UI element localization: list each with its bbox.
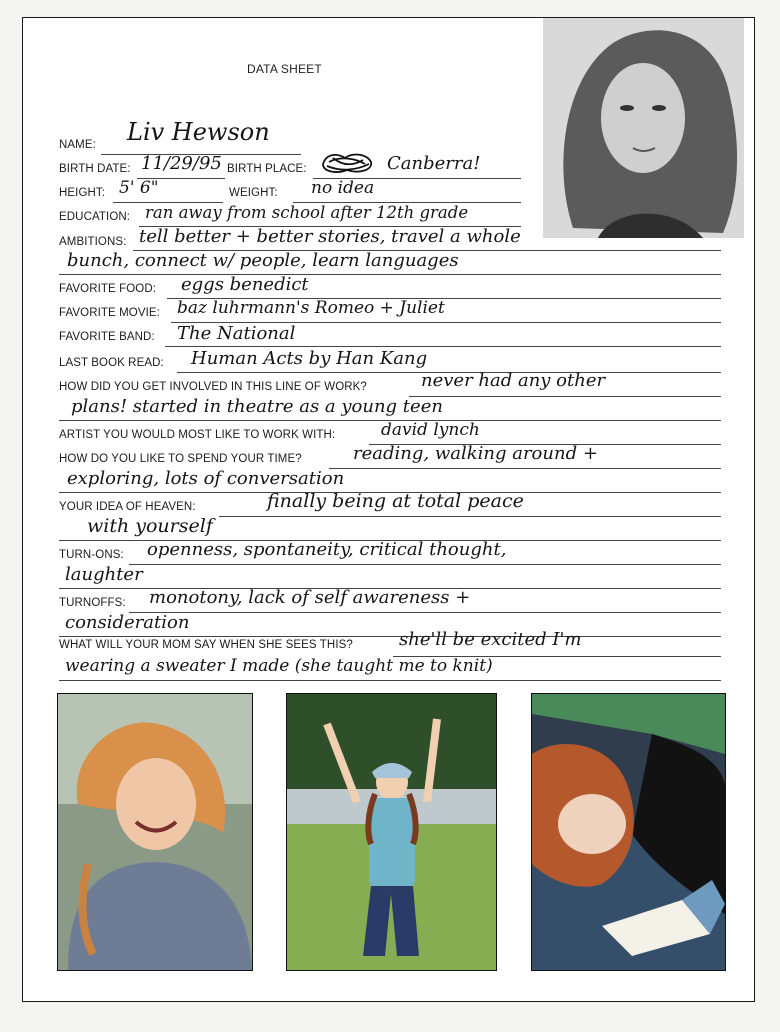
birth-place-label: BIRTH PLACE:	[227, 163, 307, 175]
involved-rule-1	[409, 396, 721, 397]
child-reading-photo	[531, 693, 726, 971]
favorite-food-label: FAVORITE FOOD:	[59, 283, 157, 295]
favorite-band-label: FAVORITE BAND:	[59, 331, 155, 343]
artist-value: david lynch	[381, 420, 480, 440]
name-label: NAME:	[59, 139, 96, 151]
data-sheet	[22, 17, 755, 1002]
ambitions-value-2: bunch, connect w/ people, learn languages	[67, 250, 459, 271]
heaven-rule-1	[219, 516, 721, 517]
child-laughing-illustration	[58, 694, 252, 970]
heaven-label: YOUR IDEA OF HEAVEN:	[59, 501, 196, 513]
birth-place-value: Canberra!	[387, 153, 481, 174]
turnoffs-value-2: consideration	[65, 612, 190, 633]
artist-label: ARTIST YOU WOULD MOST LIKE TO WORK WITH:	[59, 429, 336, 441]
favorite-food-value: eggs benedict	[181, 274, 309, 295]
ambitions-label: AMBITIONS:	[59, 236, 127, 248]
spend-time-label: HOW DO YOU LIKE TO SPEND YOUR TIME?	[59, 453, 302, 465]
spend-time-value-1: reading, walking around +	[353, 443, 598, 464]
portrait-photo	[543, 18, 744, 238]
heaven-value-2: with yourself	[87, 515, 213, 537]
birth-date-label: BIRTH DATE:	[59, 163, 131, 175]
favorite-band-rule	[165, 346, 721, 347]
turnoffs-rule-1	[129, 612, 721, 613]
turn-ons-rule-1	[129, 564, 721, 565]
education-value: ran away from school after 12th grade	[145, 203, 469, 222]
involved-value-1: never had any other	[421, 370, 606, 391]
turnoffs-rule-2	[59, 636, 721, 637]
mom-value-2: wearing a sweater I made (she taught me to knit)	[65, 656, 493, 676]
turnoffs-label: TURNOFFS:	[59, 597, 126, 609]
child-cheering-photo	[286, 693, 497, 971]
height-label: HEIGHT:	[59, 187, 106, 199]
involved-label: HOW DID YOU GET INVOLVED IN THIS LINE OF WORK?	[59, 381, 367, 393]
last-book-value: Human Acts by Han Kang	[191, 348, 428, 369]
height-value: 5' 6"	[119, 178, 159, 198]
child-reading-illustration	[532, 694, 725, 970]
heaven-value-1: finally being at total peace	[267, 490, 524, 512]
turnoffs-value-1: monotony, lack of self awareness +	[149, 587, 471, 608]
favorite-movie-label: FAVORITE MOVIE:	[59, 307, 160, 319]
sheet-title: DATA SHEET	[247, 62, 322, 76]
favorite-movie-value: baz luhrmann's Romeo + Juliet	[177, 298, 445, 318]
scribble-mark	[319, 150, 375, 176]
involved-value-2: plans! started in theatre as a young teen	[71, 396, 443, 417]
turn-ons-value-2: laughter	[65, 564, 143, 585]
ambitions-rule-2	[59, 274, 721, 275]
weight-label: WEIGHT:	[229, 187, 278, 199]
child-laughing-photo	[57, 693, 253, 971]
education-label: EDUCATION:	[59, 211, 131, 223]
ambitions-value-1: tell better + better stories, travel a whole	[139, 226, 521, 247]
mom-value-1: she'll be excited I'm	[399, 629, 582, 650]
favorite-band-value: The National	[177, 323, 296, 344]
mom-label: WHAT WILL YOUR MOM SAY WHEN SHE SEES THIS?	[59, 639, 353, 651]
name-value: Liv Hewson	[127, 118, 270, 146]
birth-date-value: 11/29/95	[141, 153, 222, 174]
mom-rule-2	[59, 680, 721, 681]
turn-ons-label: TURN-ONS:	[59, 549, 124, 561]
portrait-illustration	[543, 18, 744, 238]
last-book-label: LAST BOOK READ:	[59, 357, 164, 369]
child-cheering-illustration	[287, 694, 496, 970]
spend-time-value-2: exploring, lots of conversation	[67, 468, 345, 489]
turn-ons-value-1: openness, spontaneity, critical thought,	[147, 539, 507, 560]
weight-value: no idea	[311, 178, 375, 198]
spend-time-rule-1	[329, 468, 721, 469]
